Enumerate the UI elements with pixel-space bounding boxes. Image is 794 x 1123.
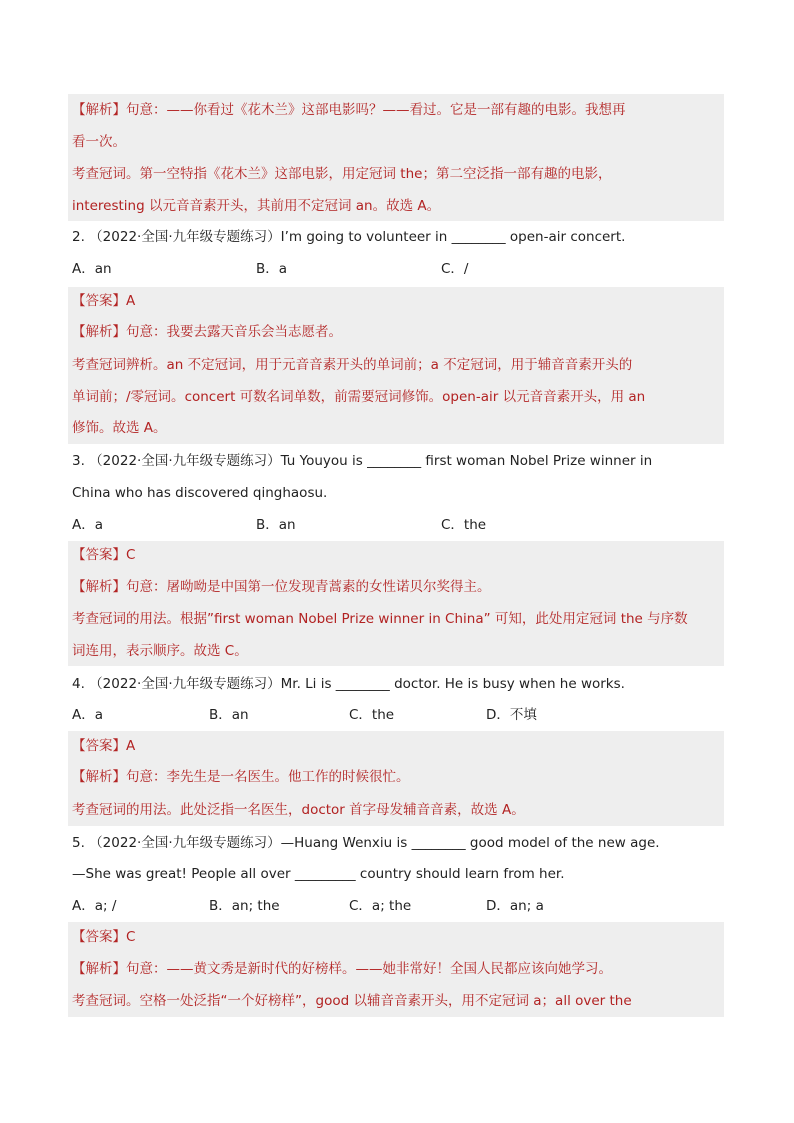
q3-option-a: A．a [72,517,104,533]
q3-question-line1: 3. （2022·全国·九年级专题练习）Tu Youyou is ________ first woman Nobel Prize winner in [72,453,653,469]
q2-option-a: A．an [72,261,112,277]
q1-analysis-line2: 看一次。 [72,134,126,150]
q5-option-b: B．an; the [209,898,280,914]
q3-question-line2: China who has discovered qinghaosu. [72,485,328,501]
q5-explain: 考查冠词。空格一处泛指“一个好榜样”，good 以辅音音素开头，用不定冠词 a；all over the [72,993,632,1009]
q5-option-a: A．a; / [72,898,117,914]
q2-option-b: B．a [256,261,288,277]
q2-options [72,259,724,281]
q2-analysis: 【解析】句意：我要去露天音乐会当志愿者。 [72,324,342,340]
q1-analysis-line1: 【解析】句意：——你看过《花木兰》这部电影吗？——看过。它是一部有趣的电影。我想再 [72,102,626,118]
q4-question: 4. （2022·全国·九年级专题练习）Mr. Li is ________ doctor. He is busy when he works. [72,676,625,692]
q4-option-b: B．an [209,707,249,723]
q3-analysis: 【解析】句意：屠呦呦是中国第一位发现青蒿素的女性诺贝尔奖得主。 [72,579,491,595]
q5-answer: 【答案】C [72,929,136,945]
q3-answer: 【答案】C [72,547,136,563]
q3-option-b: B．an [256,517,296,533]
q2-answer: 【答案】A [72,293,136,309]
q2-explain-line3: 修饰。故选 A。 [72,420,167,436]
q2-explain-line2: 单词前；/零冠词。concert 可数名词单数，前需要冠词修饰。open-air 以元音音素开头，用 an [72,389,646,405]
q4-analysis: 【解析】句意：李先生是一名医生。他工作的时候很忙。 [72,769,410,785]
q2-option-c: C．/ [441,261,469,277]
q1-explain-line1: 考查冠词。第一空特指《花木兰》这部电影，用定冠词 the；第二空泛指一部有趣的电影， [72,166,612,182]
q4-option-d: D．不填 [486,707,537,723]
q3-option-c: C．the [441,517,487,533]
q4-explain: 考查冠词的用法。此处泛指一名医生，doctor 首字母发辅音音素，故选 A。 [72,802,525,818]
q3-options [72,515,724,537]
q3-explain-line2: 词连用，表示顺序。故选 C。 [72,643,248,659]
q3-explain-line1: 考查冠词的用法。根据”first woman Nobel Prize winner in China” 可知，此处用定冠词 the 与序数 [72,611,688,627]
q5-question-line1: 5. （2022·全国·九年级专题练习）—Huang Wenxiu is ________ good model of the new age. [72,835,660,851]
q5-option-c: C．a; the [349,898,412,914]
q4-answer: 【答案】A [72,738,136,754]
q1-explain-line2: interesting 以元音音素开头，其前用不定冠词 an。故选 A。 [72,198,441,214]
q2-question: 2. （2022·全国·九年级专题练习）I’m going to volunteer in ________ open-air concert. [72,229,626,245]
q4-option-c: C．the [349,707,395,723]
q5-option-d: D．an; a [486,898,544,914]
q4-options [72,705,724,727]
q5-question-line2: —She was great! People all over _________ country should learn from her. [72,866,565,882]
q5-analysis: 【解析】句意：——黄文秀是新时代的好榜样。——她非常好！全国人民都应该向她学习。 [72,961,612,977]
q4-option-a: A．a [72,707,104,723]
q2-explain-line1: 考查冠词辨析。an 不定冠词，用于元音音素开头的单词前；a 不定冠词，用于辅音音素开头的 [72,357,633,373]
q5-options [72,896,724,918]
